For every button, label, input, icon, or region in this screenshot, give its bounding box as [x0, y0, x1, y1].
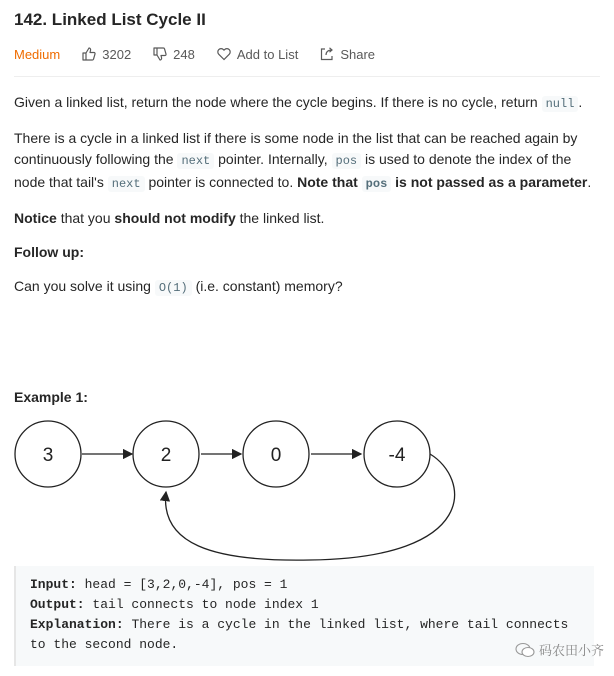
description-paragraph-3: Notice that you should not modify the linked list. [14, 210, 325, 226]
inline-code: pos [362, 176, 392, 192]
followup-heading: Follow up: [14, 244, 84, 260]
linked-list-diagram [10, 418, 480, 566]
example-explanation-line-2: to the second node. [30, 637, 179, 652]
example-code-block [14, 566, 594, 666]
description-paragraph-1: Given a linked list, return the node where the cycle begins. If there is no cycle, return null . [14, 94, 583, 111]
list-node [133, 421, 199, 487]
share-label: Share [340, 46, 376, 62]
node-label: 2 [160, 445, 172, 466]
dislike-count: 248 [173, 46, 195, 62]
problem-meta-bar [14, 44, 397, 64]
example-title: Example 1: [14, 389, 88, 405]
watermark-text: 码农田小齐 [538, 643, 604, 658]
example-output-line: Output: tail connects to node index 1 [30, 597, 319, 612]
example-explanation-line: Explanation: There is a cycle in the linked list, where tail connects [30, 617, 569, 632]
list-node [243, 421, 309, 487]
description-paragraph-4: Can you solve it using O(1) (i.e. constant) memory? [14, 278, 343, 295]
node-label: 3 [42, 445, 54, 466]
share-button[interactable] [320, 47, 375, 62]
inline-code: next [108, 176, 145, 192]
dislike-button[interactable] [153, 47, 195, 62]
inline-code: pos [332, 153, 362, 169]
thumbs-down-icon [153, 47, 167, 61]
node-label: 0 [270, 445, 282, 466]
example-input-line: Input: head = [3,2,0,-4], pos = 1 [30, 577, 288, 592]
add-to-list-button[interactable] [217, 47, 298, 62]
share-icon [320, 47, 334, 61]
list-node [15, 421, 81, 487]
heart-icon [217, 47, 231, 61]
like-count: 3202 [102, 46, 132, 62]
thumbs-up-icon [82, 47, 96, 61]
add-to-list-label: Add to List [236, 46, 299, 62]
inline-code: next [177, 153, 214, 169]
problem-description [14, 92, 594, 312]
difficulty-badge: Medium [14, 46, 61, 62]
list-node [364, 421, 430, 487]
like-button[interactable] [82, 47, 131, 62]
inline-code: null [542, 96, 579, 112]
inline-code: O(1) [155, 280, 192, 296]
watermark [515, 640, 604, 659]
problem-title: 142. Linked List Cycle II [14, 10, 206, 29]
divider [14, 76, 600, 77]
node-label: -4 [388, 445, 406, 466]
description-paragraph-2: There is a cycle in a linked list if there is some node in the list that can be reached again by continuously following the next pointer. Internally, pos is used to denote the index of the node that tail's next pointer is connected to. Note that pos is not passed as a parameter. [14, 130, 592, 191]
wechat-icon [515, 642, 535, 658]
